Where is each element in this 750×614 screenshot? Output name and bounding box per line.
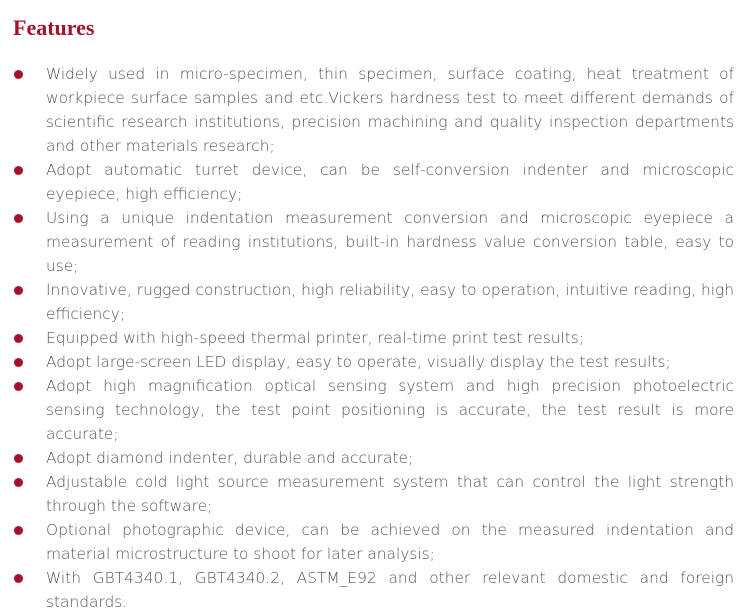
bullet-icon bbox=[14, 478, 23, 487]
bullet-icon bbox=[14, 574, 23, 583]
feature-text: With GBT4340.1, GBT4340.2, ASTM_E92 and other relevant domestic and foreign standards. bbox=[46, 569, 734, 611]
feature-text: Adopt large-screen LED display, easy to operate, visually display the test results; bbox=[46, 353, 671, 371]
feature-text: Innovative, rugged construction, high reliability, easy to operation, intuitive reading, high efficiency; bbox=[46, 281, 734, 323]
feature-text: Using a unique indentation measurement conversion and microscopic eyepiece a measurement of reading institutions, built-in hardness value conversion table, easy to use; bbox=[46, 209, 734, 275]
feature-item bbox=[0, 278, 750, 326]
feature-item bbox=[0, 566, 750, 614]
feature-text: Adjustable cold light source measurement system that can control the light strength through the software; bbox=[46, 473, 734, 515]
bullet-icon bbox=[14, 166, 23, 175]
feature-item bbox=[0, 206, 750, 278]
features-list bbox=[0, 62, 750, 614]
bullet-icon bbox=[14, 358, 23, 367]
feature-text: Widely used in micro-specimen, thin specimen, surface coating, heat treatment of workpiece surface samples and etc.Vickers hardness test to meet different demands of scientific research institutions, precision machining and quality inspection departments and other materials research; bbox=[46, 65, 734, 155]
feature-item bbox=[0, 518, 750, 566]
bullet-icon bbox=[14, 382, 23, 391]
feature-item bbox=[0, 350, 750, 374]
bullet-icon bbox=[14, 70, 23, 79]
bullet-icon bbox=[14, 286, 23, 295]
bullet-icon bbox=[14, 214, 23, 223]
feature-item bbox=[0, 470, 750, 518]
feature-item bbox=[0, 158, 750, 206]
feature-item bbox=[0, 374, 750, 446]
feature-item bbox=[0, 326, 750, 350]
feature-text: Optional photographic device, can be achieved on the measured indentation and material microstructure to shoot for later analysis; bbox=[46, 521, 734, 563]
bullet-icon bbox=[14, 334, 23, 343]
feature-text: Adopt automatic turret device, can be self-conversion indenter and microscopic eyepiece, high efficiency; bbox=[46, 161, 734, 203]
feature-item bbox=[0, 62, 750, 158]
feature-text: Adopt high magnification optical sensing system and high precision photoelectric sensing technology, the test point positioning is accurate, the test result is more accurate; bbox=[46, 377, 734, 443]
section-title: Features bbox=[13, 15, 95, 40]
bullet-icon bbox=[14, 526, 23, 535]
feature-text: Adopt diamond indenter, durable and accurate; bbox=[46, 449, 414, 467]
bullet-icon bbox=[14, 454, 23, 463]
feature-text: Equipped with high-speed thermal printer, real-time print test results; bbox=[46, 329, 584, 347]
feature-item bbox=[0, 446, 750, 470]
